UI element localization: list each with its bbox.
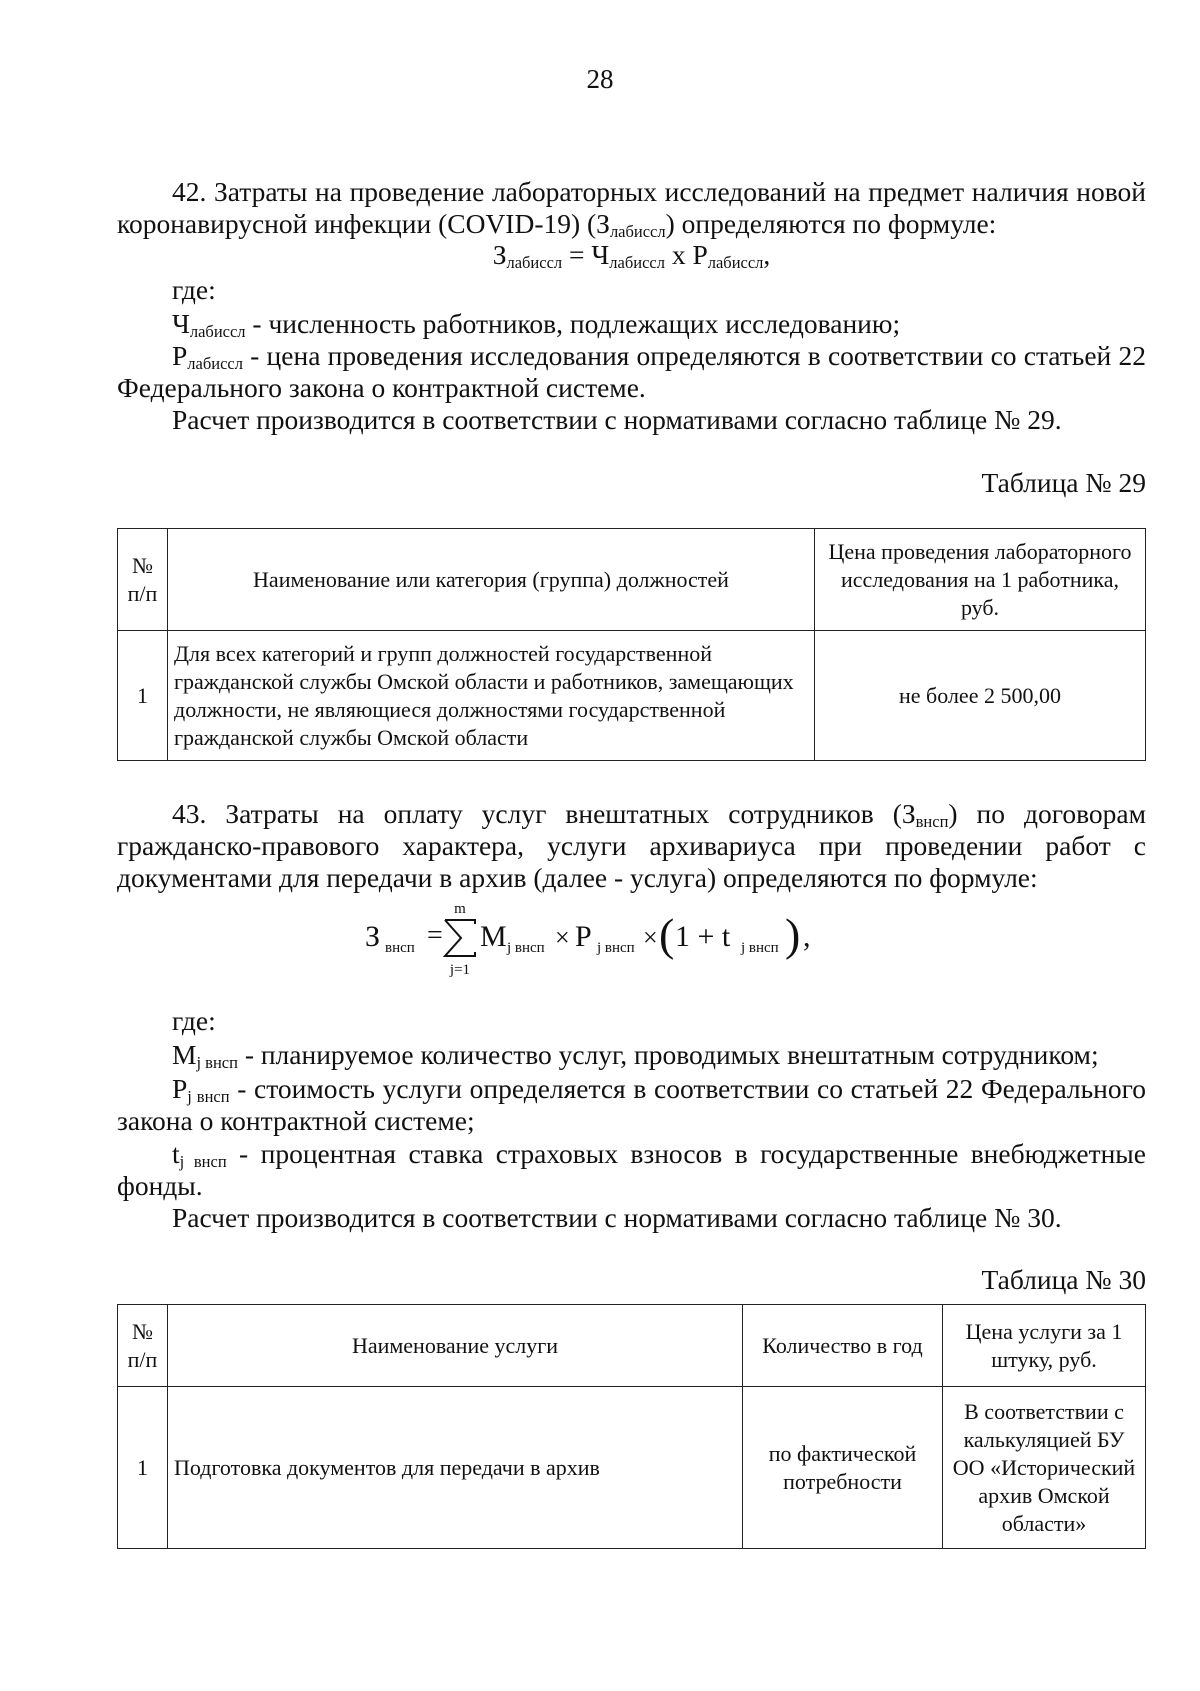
formula-43-graphic bbox=[365, 900, 835, 980]
table-row bbox=[118, 631, 1146, 761]
sigma-icon bbox=[445, 920, 475, 956]
calc-note-42: Расчет производится в соответствии с нормативами согласно таблице № 29. bbox=[172, 404, 1062, 435]
formula-times-2: × bbox=[643, 923, 658, 952]
where-label-42: где: bbox=[172, 274, 216, 305]
table-header-cell: № п/п bbox=[118, 529, 168, 631]
formula-p: P bbox=[575, 920, 592, 953]
formula-times-1: × bbox=[555, 923, 570, 952]
formula-m-sub: j внсп bbox=[507, 940, 545, 956]
table-header-cell: Наименование или категория (группа) должностей bbox=[168, 529, 815, 631]
page-number: 28 bbox=[586, 64, 614, 94]
table-29-caption: Таблица № 29 bbox=[981, 467, 1146, 498]
formula-eq: = bbox=[427, 920, 443, 951]
formula-sum-top: m bbox=[454, 901, 466, 917]
formula-tail: , bbox=[803, 920, 811, 953]
where-label-43: где: bbox=[172, 1005, 216, 1036]
formula-z-sub: внсп bbox=[385, 940, 415, 956]
table-cell: не более 2 500,00 bbox=[815, 631, 1146, 761]
table-cell: 1 bbox=[118, 631, 168, 761]
definition-m: $M_{j внсп}$ - планируемое количество услуг, проводимых внештатным сотрудником; bbox=[172, 1039, 1099, 1073]
table-header-cell: Цена услуги за 1 штуку, руб. bbox=[943, 1305, 1146, 1387]
table-cell: Для всех категорий и групп должностей государственной гражданской службы Омской области и работников, замещающих должности, не являющиеся должностями государственной гражданской службы Омской области bbox=[168, 631, 815, 761]
definition-ch: $Ч_{лабиссл}$ - численность работников, подлежащих исследованию; bbox=[172, 308, 901, 342]
formula-43 bbox=[0, 900, 1200, 987]
formula-open-paren: ( bbox=[659, 909, 675, 960]
table-30 bbox=[117, 1304, 1146, 1549]
calc-note-43: Расчет производится в соответствии с нормативами согласно таблице № 30. bbox=[172, 1202, 1062, 1233]
table-header-cell: Количество в год bbox=[743, 1305, 943, 1387]
formula-42: $З_{лабиссл} = Ч_{лабиссл}$ х $Р_{лабиссл}$, bbox=[492, 239, 771, 273]
section-42-paragraph: 42. Затраты на проведение лабораторных исследований на предмет наличия новой коронавирусной инфекции (COVID-19) $(З_{лабиссл})$ определяются по формуле: bbox=[117, 176, 1146, 242]
definition-t: $t_{j внсп}$ - процентная ставка страховых взносов в государственные внебюджетные фонды. bbox=[117, 1138, 1146, 1201]
formula-z: З bbox=[365, 920, 381, 953]
formula-close-paren: ) bbox=[785, 909, 801, 960]
table-header-row bbox=[118, 1305, 1146, 1387]
formula-p-sub: j внсп bbox=[597, 940, 635, 956]
table-header-row bbox=[118, 529, 1146, 631]
table-30-caption: Таблица № 30 bbox=[981, 1264, 1146, 1295]
definition-p-43: $P_{j внсп}$ - стоимость услуги определяется в соответствии со статьей 22 Федерального закона о контрактной системе; bbox=[117, 1073, 1146, 1136]
table-header-cell: Наименование услуги bbox=[168, 1305, 743, 1387]
table-row bbox=[118, 1387, 1146, 1549]
table-cell: по фактической потребности bbox=[743, 1387, 943, 1549]
table-29 bbox=[117, 528, 1146, 761]
formula-m: M bbox=[480, 920, 507, 953]
table-header-cell: Цена проведения лабораторного исследования на 1 работника, руб. bbox=[815, 529, 1146, 631]
table-cell: В соответствии с калькуляцией БУ ОО «Исторический архив Омской области» bbox=[943, 1387, 1146, 1549]
table-cell: Подготовка документов для передачи в архив bbox=[168, 1387, 743, 1549]
formula-one-plus-t: 1 + t bbox=[675, 920, 731, 953]
definition-p: $Р_{лабиссл}$ - цена проведения исследования определяются в соответствии со статьей 22 Федерального закона о контрактной системе. bbox=[117, 340, 1146, 403]
formula-sum-bottom: j=1 bbox=[449, 962, 471, 978]
formula-t-sub: j внсп bbox=[741, 940, 779, 956]
table-header-cell: № п/п bbox=[118, 1305, 168, 1387]
section-43-paragraph: 43. Затраты на оплату услуг внештатных сотрудников $(З_{внсп})$ по договорам гражданско-правового характера, услуги архивариуса при проведении работ с документами для передачи в архив (далее - услуга) определяются по формуле: bbox=[117, 798, 1146, 893]
table-cell: 1 bbox=[118, 1387, 168, 1549]
